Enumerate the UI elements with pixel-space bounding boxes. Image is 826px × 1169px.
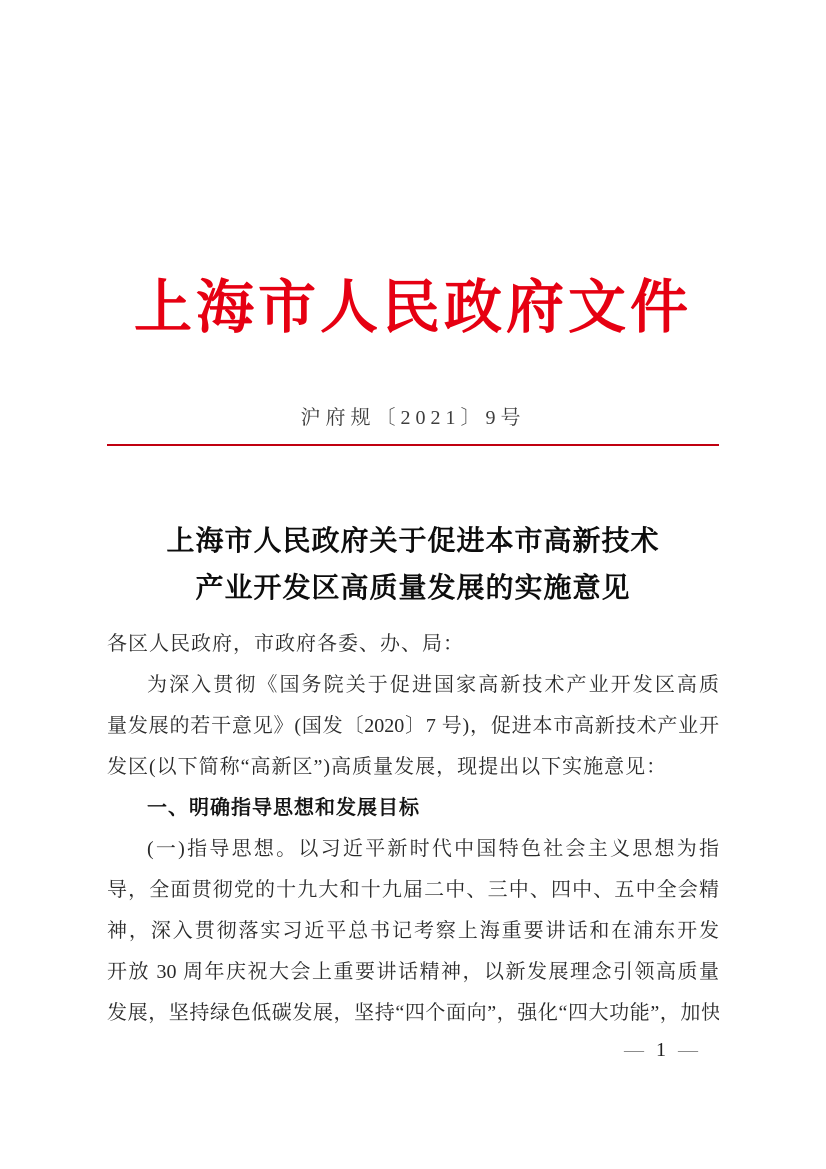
document-title: [103, 518, 723, 612]
body-line: 神，深入贯彻落实习近平总书记考察上海重要讲话和在浦东开发: [107, 920, 719, 942]
body-line: 发区(以下简称“高新区”)高质量发展，现提出以下实施意见：: [107, 756, 668, 778]
page-number-value: 1: [656, 1039, 666, 1061]
page-number-right-dash: —: [678, 1039, 698, 1061]
body-line: 各区人民政府，市政府各委、办、局：: [107, 633, 464, 655]
document-title-line-2: 产业开发区高质量发展的实施意见: [195, 573, 631, 604]
page-number: [107, 1036, 698, 1064]
page-number-left-dash: —: [624, 1039, 644, 1061]
body-line: 发展，坚持绿色低碳发展，坚持“四个面向”，强化“四大功能”，加快: [107, 1002, 719, 1024]
document-number: 沪府规〔2021〕9号: [300, 407, 526, 429]
document-body: [107, 624, 719, 1034]
body-line: 导，全面贯彻党的十九大和十九届二中、三中、四中、五中全会精: [107, 879, 719, 901]
document-banner-title: 上海市人民政府文件: [133, 275, 692, 340]
body-line: 开放 30 周年庆祝大会上重要讲话精神，以新发展理念引领高质量: [107, 961, 719, 983]
body-line: 量发展的若干意见》(国发〔2020〕7 号)，促进本市高新技术产业开: [107, 715, 719, 737]
section-heading: 一、明确指导思想和发展目标: [147, 797, 420, 819]
red-divider-line: [107, 444, 719, 446]
document-title-line-1: 上海市人民政府关于促进本市高新技术: [166, 526, 660, 557]
body-line: 为深入贯彻《国务院关于促进国家高新技术产业开发区高质: [147, 674, 719, 696]
body-line: (一)指导思想。以习近平新时代中国特色社会主义思想为指: [147, 838, 719, 860]
